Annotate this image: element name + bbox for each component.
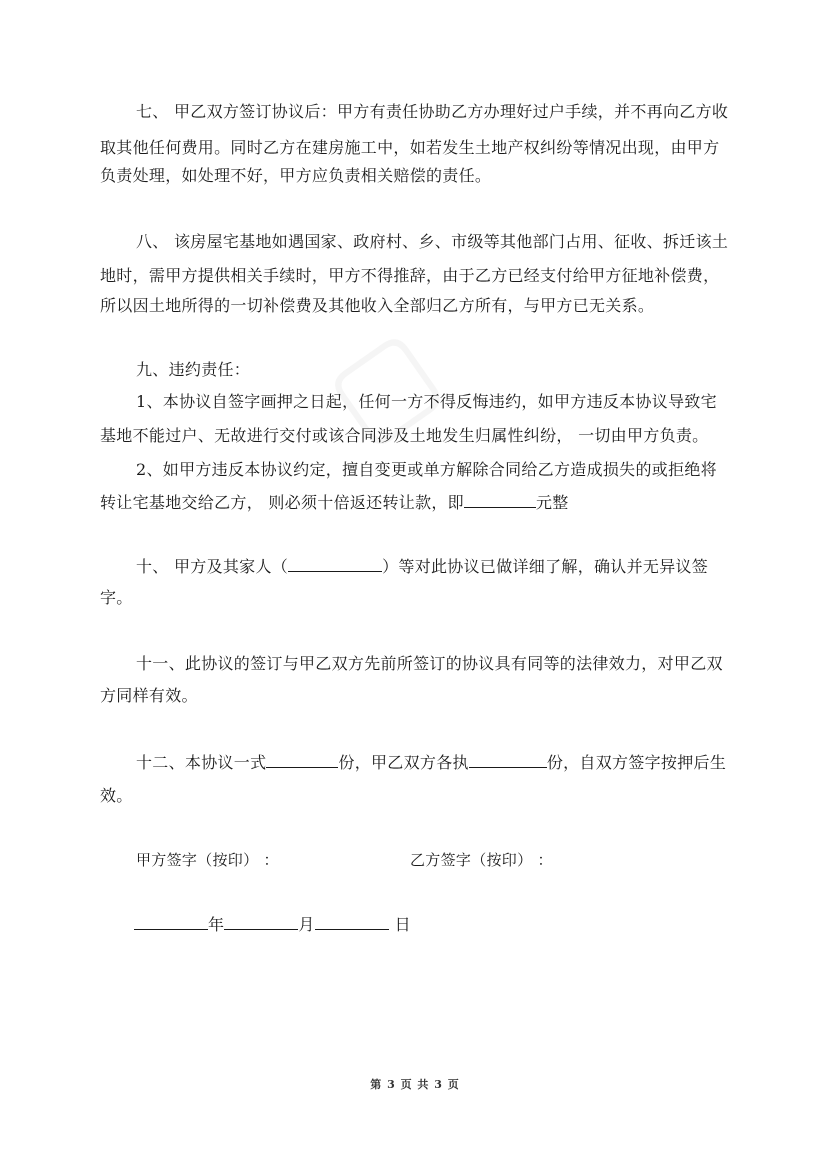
year-blank[interactable] [134,914,208,930]
clause12-prefix: 十二、本协议一式 [136,753,267,772]
month-blank[interactable] [224,914,298,930]
clause11-line2: 方同样有效。 [100,686,198,705]
day-blank[interactable] [315,914,389,930]
clause9-item1-line1: 1、本协议自签字画押之日起，任何一方不得反悔违约，如甲方违反本协议导致宅 [136,392,717,411]
clause8-line3: 所以因土地所得的一切补偿费及其他收入全部归乙方所有，与甲方已无关系。 [100,296,655,315]
clause7-line3: 负责处理，如处理不好，甲方应负责相关赔偿的责任。 [100,166,492,185]
clause10-line1 [136,556,708,577]
clause9-item2-line2-prefix: 转让宅基地交给乙方， 则必须十倍返还转让款，即 [100,493,464,512]
party-a-signature-label: 甲方签字（按印） ： [136,851,279,869]
clause9-title: 九、违约责任： [136,360,251,379]
clause9-item2-line1: 2、如甲方违反本协议约定，擅自变更或单方解除合同给乙方造成损失的或拒绝将 [136,460,717,479]
clause12-suffix: 份，自双方签字按押后生 [546,753,727,772]
clause11-line1: 十一、此协议的签订与甲乙双方先前所签订的协议具有同等的法律效力，对甲乙双 [136,654,723,673]
watermark: ▢ [302,301,462,467]
clause10-prefix: 十、 甲方及其家人（ [136,557,289,576]
party-b-signature-label: 乙方签字（按印） ： [410,851,553,869]
year-label: 年 [208,915,225,934]
clause8-line2: 地时，需甲方提供相关手续时，甲方不得推辞，由于乙方已经支付给甲方征地补偿费， [100,266,720,285]
page-number: 第 3 页 共 3 页 [370,1078,460,1091]
clause10-suffix: ）等对此协议已做详细了解，确认并无异议签 [382,557,709,576]
clause7-line2: 取其他任何费用。同时乙方在建房施工中，如若发生土地产权纠纷等情况出现，由甲方 [100,138,720,157]
clause9-item1-line2: 基地不能过户、无故进行交付或该合同涉及土地发生归属性纠纷， 一切由甲方负责。 [100,426,709,445]
clause7-line1: 七、 甲乙双方签订协议后：甲方有责任协助乙方办理好过户手续，并不再向乙方收 [136,102,729,121]
copies-total-blank[interactable] [266,752,338,768]
clause9-item2-line2-suffix: 元整 [536,493,569,512]
clause12-line1 [136,752,726,773]
copies-each-blank[interactable] [469,752,547,768]
clause8-line1: 八、 该房屋宅基地如遇国家、政府村、乡、市级等其他部门占用、征收、拆迁该土 [136,232,729,251]
day-label: 日 [394,915,411,934]
clause12-line2: 效。 [100,786,133,805]
clause12-middle: 份，甲乙双方各执 [338,753,469,772]
clause10-line2: 字。 [100,588,133,607]
family-members-blank[interactable] [288,556,382,572]
date-line [134,914,411,935]
clause9-item2-line2 [100,492,569,513]
month-label: 月 [298,915,315,934]
amount-blank[interactable] [464,492,536,508]
